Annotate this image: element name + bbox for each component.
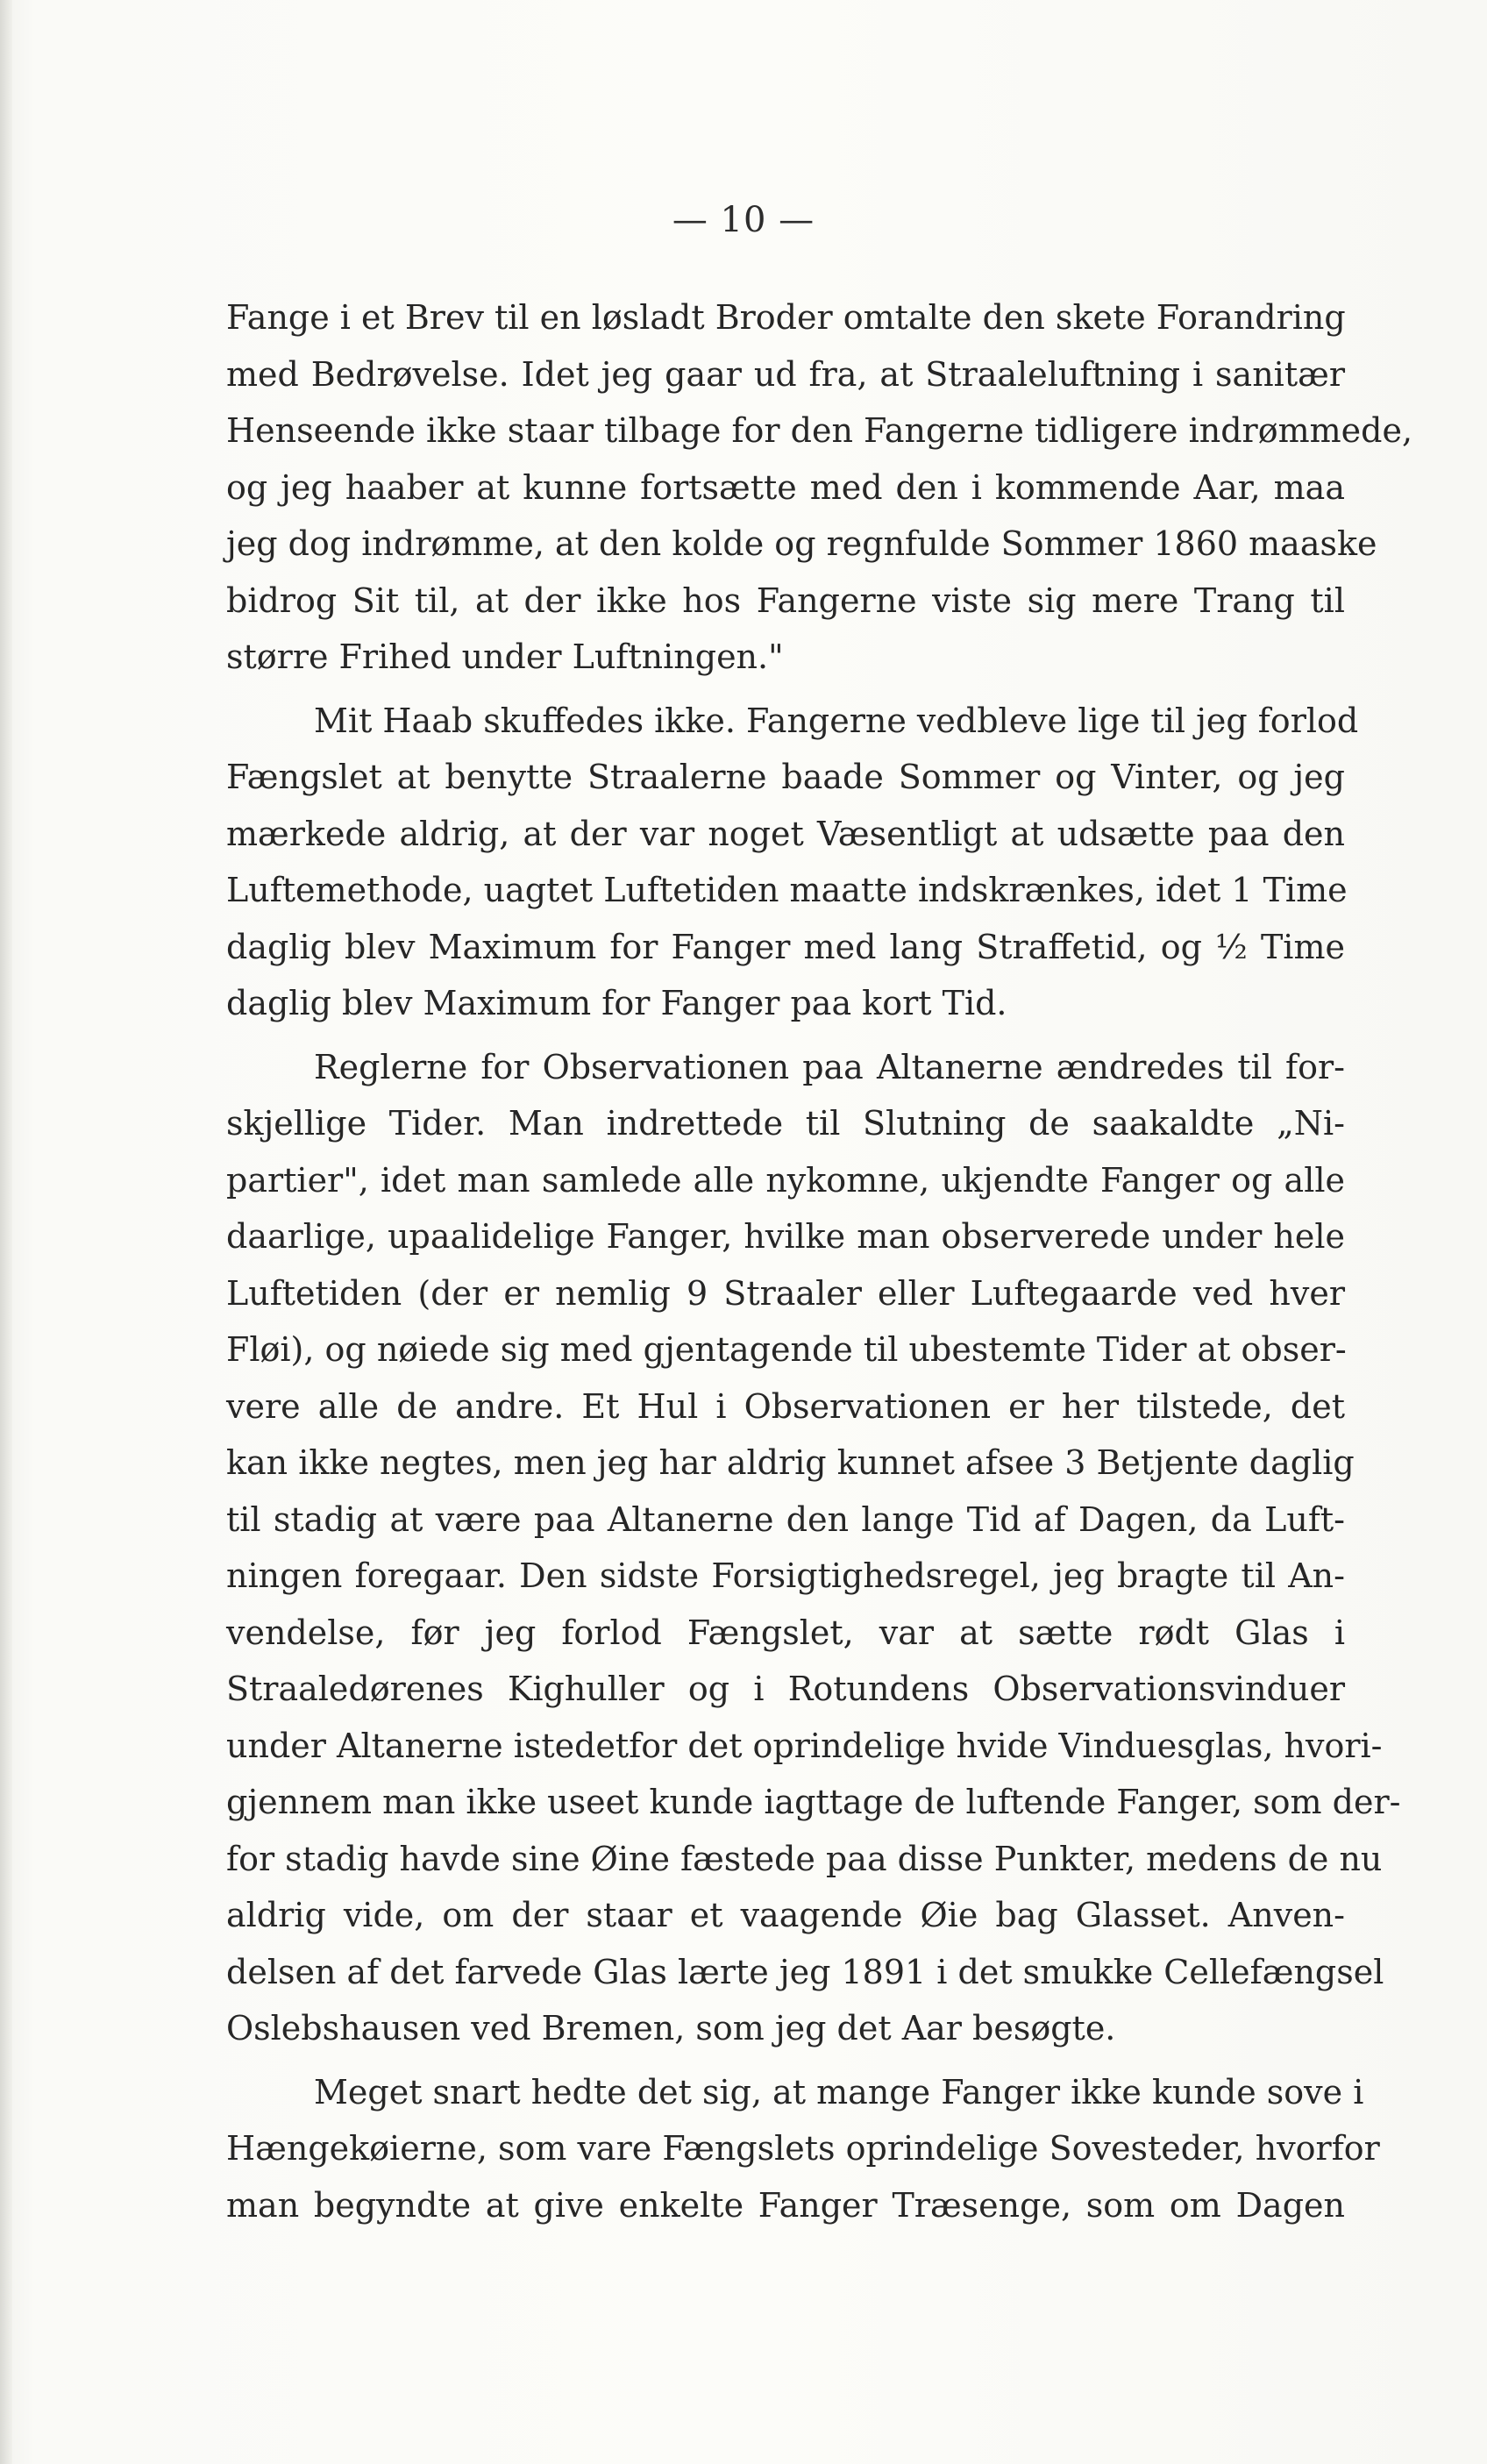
text-line: gjennem man ikke useet kunde iagttage de luftende Fanger, som der- xyxy=(226,1783,1401,1821)
text-line: for stadig havde sine Øine fæstede paa disse Punkter, medens de nu xyxy=(226,1839,1383,1878)
paragraph-3 xyxy=(226,1039,1401,2057)
text-line: delsen af det farvede Glas lærte jeg 1891 i det smukke Cellefængsel xyxy=(226,1952,1384,1991)
text-line: Straaledørenes Kighuller og i Rotundens Observationsvinduer xyxy=(226,1670,1345,1708)
text-line: Hængekøierne, som vare Fængslets oprindelige Sovesteder, hvorfor xyxy=(226,2129,1380,2168)
text-line: bidrog Sit til, at der ikke hos Fangerne viste sig mere Trang til xyxy=(226,580,1345,620)
paragraph-gap xyxy=(226,686,1345,693)
paragraph-4 xyxy=(226,2064,1380,2234)
paragraph-1 xyxy=(226,289,1413,686)
text-line: daglig blev Maximum for Fanger med lang Straffetid, og ½ Time xyxy=(226,927,1345,966)
text-line: partier", idet man samlede alle nykomne, ukjendte Fanger og alle xyxy=(226,1160,1345,1200)
text-line: ningen foregaar. Den sidste Forsigtighedsregel, jeg bragte til An- xyxy=(226,1556,1345,1595)
paragraph-gap xyxy=(226,1032,1345,1039)
text-line: man begyndte at give enkelte Fanger Træsenge, som om Dagen xyxy=(226,2185,1345,2225)
text-line: Fløi), og nøiede sig med gjentagende til ubestemte Tider at obser- xyxy=(226,1330,1347,1369)
text-line: Fange i et Brev til en løsladt Broder omtalte den skete Forandring xyxy=(226,298,1346,337)
text-line: Henseende ikke staar tilbage for den Fangerne tidligere indrømmede, xyxy=(226,411,1413,450)
text-line: Mit Haab skuffedes ikke. Fangerne vedbleve lige til jeg forlod xyxy=(314,701,1359,740)
paragraph-gap xyxy=(226,2057,1345,2064)
text-line: Fængslet at benytte Straalerne baade Sommer og Vinter, og jeg xyxy=(226,758,1345,796)
text-line: jeg dog indrømme, at den kolde og regnfulde Sommer 1860 maaske xyxy=(226,524,1377,563)
text-line: større Frihed under Luftningen." xyxy=(226,637,784,676)
text-line: aldrig vide, om der staar et vaagende Øie bag Glasset. Anven- xyxy=(226,1896,1345,1934)
text-line: med Bedrøvelse. Idet jeg gaar ud fra, at Straaleluftning i sanitær xyxy=(226,354,1345,394)
body-text xyxy=(226,289,1413,2233)
text-line: daarlige, upaalidelige Fanger, hvilke man observerede under hele xyxy=(226,1217,1345,1256)
text-line: Meget snart hedte det sig, at mange Fanger ikke kunde sove i xyxy=(314,2072,1364,2111)
text-line: daglig blev Maximum for Fanger paa kort Tid. xyxy=(226,984,1007,1022)
page-number: — 10 — xyxy=(672,200,815,240)
text-line: til stadig at være paa Altanerne den lange Tid af Dagen, da Luft- xyxy=(226,1499,1345,1539)
text-line: og jeg haaber at kunne fortsætte med den i kommende Aar, maa xyxy=(226,467,1345,507)
paragraph-2 xyxy=(226,693,1359,1032)
page-edge-shadow xyxy=(0,0,12,2464)
text-line: under Altanerne istedetfor det oprindelige hvide Vinduesglas, hvori- xyxy=(226,1726,1383,1765)
text-line: Oslebshausen ved Bremen, som jeg det Aar besøgte. xyxy=(226,2009,1116,2047)
text-line: Luftetiden (der er nemlig 9 Straaler eller Luftegaarde ved hver xyxy=(226,1273,1345,1313)
text-line: vere alle de andre. Et Hul i Observationen er her tilstede, det xyxy=(226,1386,1345,1426)
text-line: skjellige Tider. Man indrettede til Slutning de saakaldte „Ni- xyxy=(226,1104,1345,1143)
text-line: Reglerne for Observationen paa Altanerne ændredes til for- xyxy=(314,1047,1345,1086)
text-line: Luftemethode, uagtet Luftetiden maatte indskrænkes, idet 1 Time xyxy=(226,871,1348,909)
text-line: mærkede aldrig, at der var noget Væsentligt at udsætte paa den xyxy=(226,814,1345,853)
text-line: kan ikke negtes, men jeg har aldrig kunnet afsee 3 Betjente daglig xyxy=(226,1443,1355,1482)
text-line: vendelse, før jeg forlod Fængslet, var at sætte rødt Glas i xyxy=(226,1613,1345,1652)
